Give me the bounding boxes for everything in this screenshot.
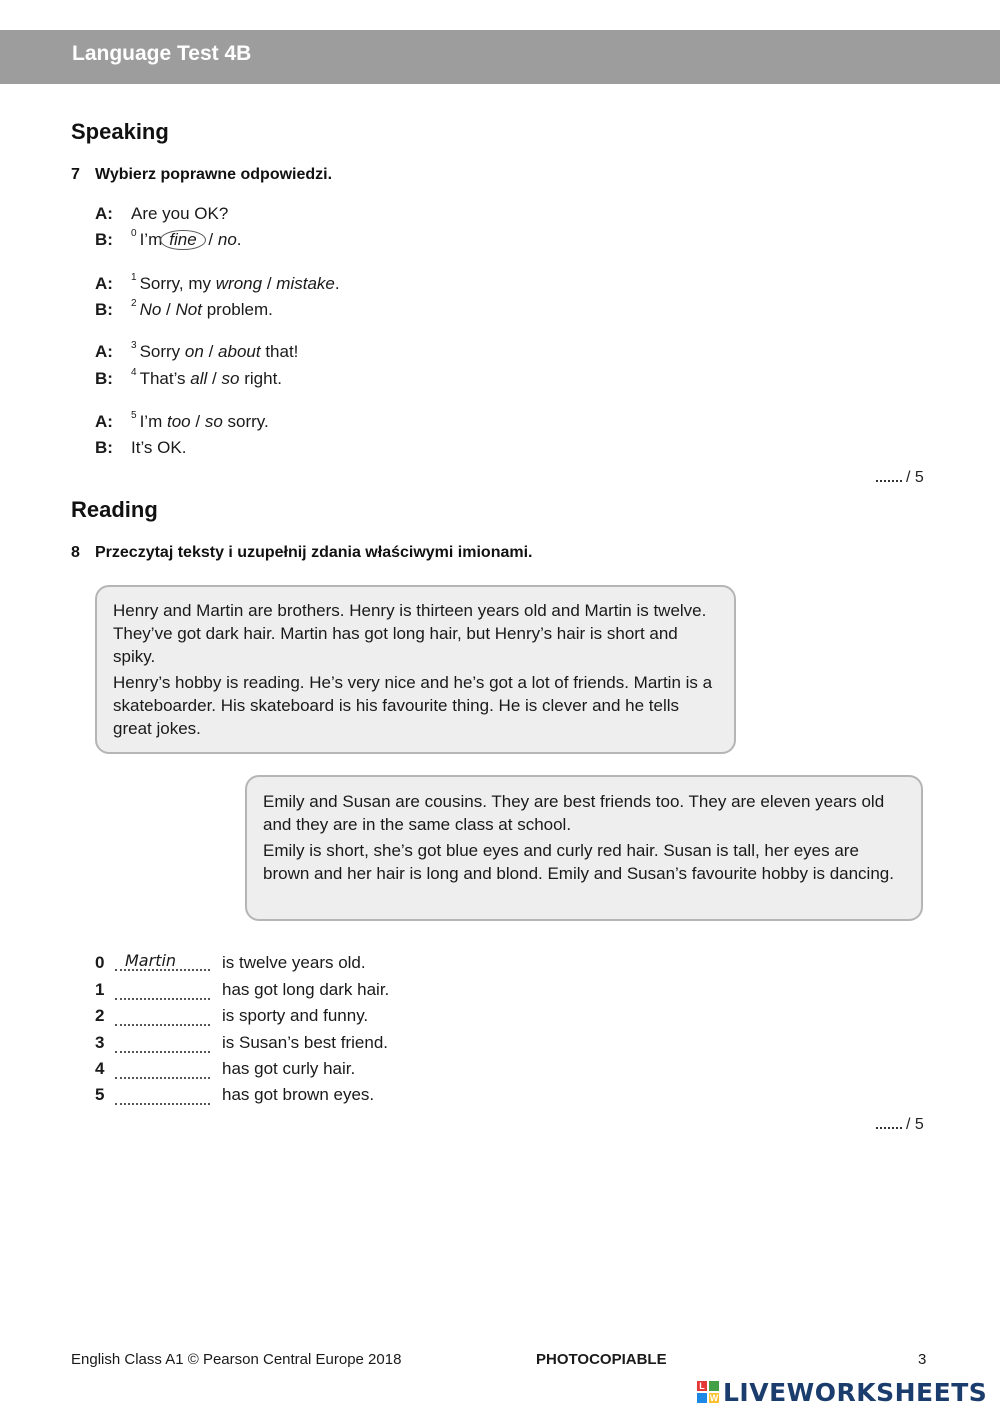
footer-page-number: 3 [918,1351,927,1368]
option-2[interactable]: Not [175,300,202,319]
answer-blank[interactable] [115,1033,210,1053]
row-number: 4 [95,1059,105,1078]
row-number: 0 [95,953,105,972]
answer-blank[interactable] [115,1006,210,1026]
text-after: . [334,274,340,293]
option-1[interactable]: wrong [215,274,263,293]
instruction-text: Wybierz poprawne odpowiedzi. [95,166,333,183]
row-number: 5 [95,1085,105,1104]
option-separator: / [166,300,171,319]
option-separator: / [212,369,217,388]
speaker-label: B: [95,300,113,319]
text-after: sorry. [227,412,269,431]
liveworksheets-brand[interactable] [697,1377,987,1407]
dialogue-line [95,274,340,294]
option-separator: / [195,412,201,431]
speaker-label: B: [95,438,113,457]
option-1-circled[interactable]: fine [160,230,205,250]
dialogue-line [95,300,273,320]
page-title: Language Test 4B [72,42,252,65]
speaker-label: B: [95,230,113,249]
text-before: Sorry [139,342,181,361]
text-paragraph: Emily is short, she’s got blue eyes and curly red hair. Susan is tall, her eyes are brown and her hair is long and blond. Emily and Susan’s favourite hobby is dancing. [263,841,894,883]
dialogue-text: It’s OK. [131,438,187,457]
text-after: . [236,230,242,249]
score-blank[interactable] [876,466,902,482]
reading-section-title: Reading [71,497,158,522]
score-total: / 5 [906,1116,924,1133]
option-separator: / [266,274,272,293]
speaker-label: A: [95,274,113,293]
item-number: 3 [131,340,137,352]
instruction-number: 7 [71,166,80,183]
item-number: 5 [131,410,137,422]
text-after: problem. [206,300,273,319]
text-after: that! [265,342,299,361]
option-2[interactable]: no [217,230,237,249]
row-text: has got brown eyes. [222,1085,375,1104]
dialogue-line [95,438,186,458]
dialogue-line [95,204,228,224]
option-2[interactable]: mistake [276,274,335,293]
brand-text: LIVEWORKSHEETS [723,1377,988,1407]
row-text: is Susan’s best friend. [222,1033,388,1052]
dialogue-line [95,412,269,432]
item-number: 2 [131,298,137,310]
text-after: right. [244,369,283,388]
speaking-score [876,466,924,487]
answer-blank[interactable] [115,980,210,1000]
speaking-instruction [71,166,332,184]
option-separator: / [208,230,214,249]
text-before: Sorry, my [139,274,212,293]
dialogue-line [95,230,242,250]
logo-tile [709,1381,719,1391]
option-1[interactable]: all [190,369,208,388]
option-separator: / [208,342,214,361]
dialogue-line [95,369,282,389]
item-number: 4 [131,367,137,379]
footer-copyright: English Class A1 © Pearson Central Europe 2018 [71,1351,402,1368]
item-number: 0 [131,228,137,240]
reading-text-emily-susan [245,775,923,921]
score-blank[interactable] [876,1113,902,1129]
option-1[interactable]: too [166,412,191,431]
logo-tile [697,1393,707,1403]
text-before: I’m [139,230,163,249]
item-number: 1 [131,272,137,284]
speaker-label: A: [95,204,113,223]
reading-instruction [71,544,532,562]
logo-tile-l: L [697,1381,707,1391]
text-paragraph: Henry’s hobby is reading. He’s very nice and he’s got a lot of friends. Martin is a skateboarder. His skateboard is his favourite thing. He is clever and he tells great jokes. [113,673,713,738]
speaker-label: A: [95,412,113,431]
dialogue-text: Are you OK? [131,204,229,223]
header-bar [0,30,1000,84]
speaker-label: A: [95,342,113,361]
speaking-section-title: Speaking [71,119,169,144]
instruction-text: Przeczytaj teksty i uzupełnij zdania właściwymi imionami. [95,544,533,561]
reading-text-henry-martin [95,585,736,754]
score-total: / 5 [906,469,924,486]
row-text: is sporty and funny. [222,1006,369,1025]
option-2[interactable]: so [204,412,223,431]
option-2[interactable]: about [218,342,261,361]
text-paragraph: Henry and Martin are brothers. Henry is thirteen years old and Martin is twelve. They’ve got dark hair. Martin has got long hair, but Henry’s hair is short and spiky. [113,601,707,666]
option-1[interactable]: No [139,300,162,319]
answer-blank[interactable] [115,1059,210,1079]
dialogue-line [95,342,298,362]
text-paragraph: Emily and Susan are cousins. They are best friends too. They are eleven years old and they are in the same class at school. [263,792,885,834]
option-2[interactable]: so [221,369,240,388]
option-1[interactable]: on [184,342,204,361]
answer-blank-filled[interactable]: Martin [115,953,210,971]
row-text: has got curly hair. [222,1059,356,1078]
row-number: 2 [95,1006,105,1025]
row-number: 1 [95,980,105,999]
answer-blank[interactable] [115,1085,210,1105]
row-number: 3 [95,1033,105,1052]
instruction-number: 8 [71,544,80,561]
text-before: I’m [139,412,163,431]
row-text: has got long dark hair. [222,980,390,999]
text-before: That’s [139,369,186,388]
footer-photocopiable: PHOTOCOPIABLE [536,1351,667,1368]
logo-tile-w: W [709,1393,719,1403]
reading-score [876,1113,924,1134]
row-text: is twelve years old. [222,953,366,972]
speaker-label: B: [95,369,113,388]
liveworksheets-logo-icon [697,1381,719,1403]
